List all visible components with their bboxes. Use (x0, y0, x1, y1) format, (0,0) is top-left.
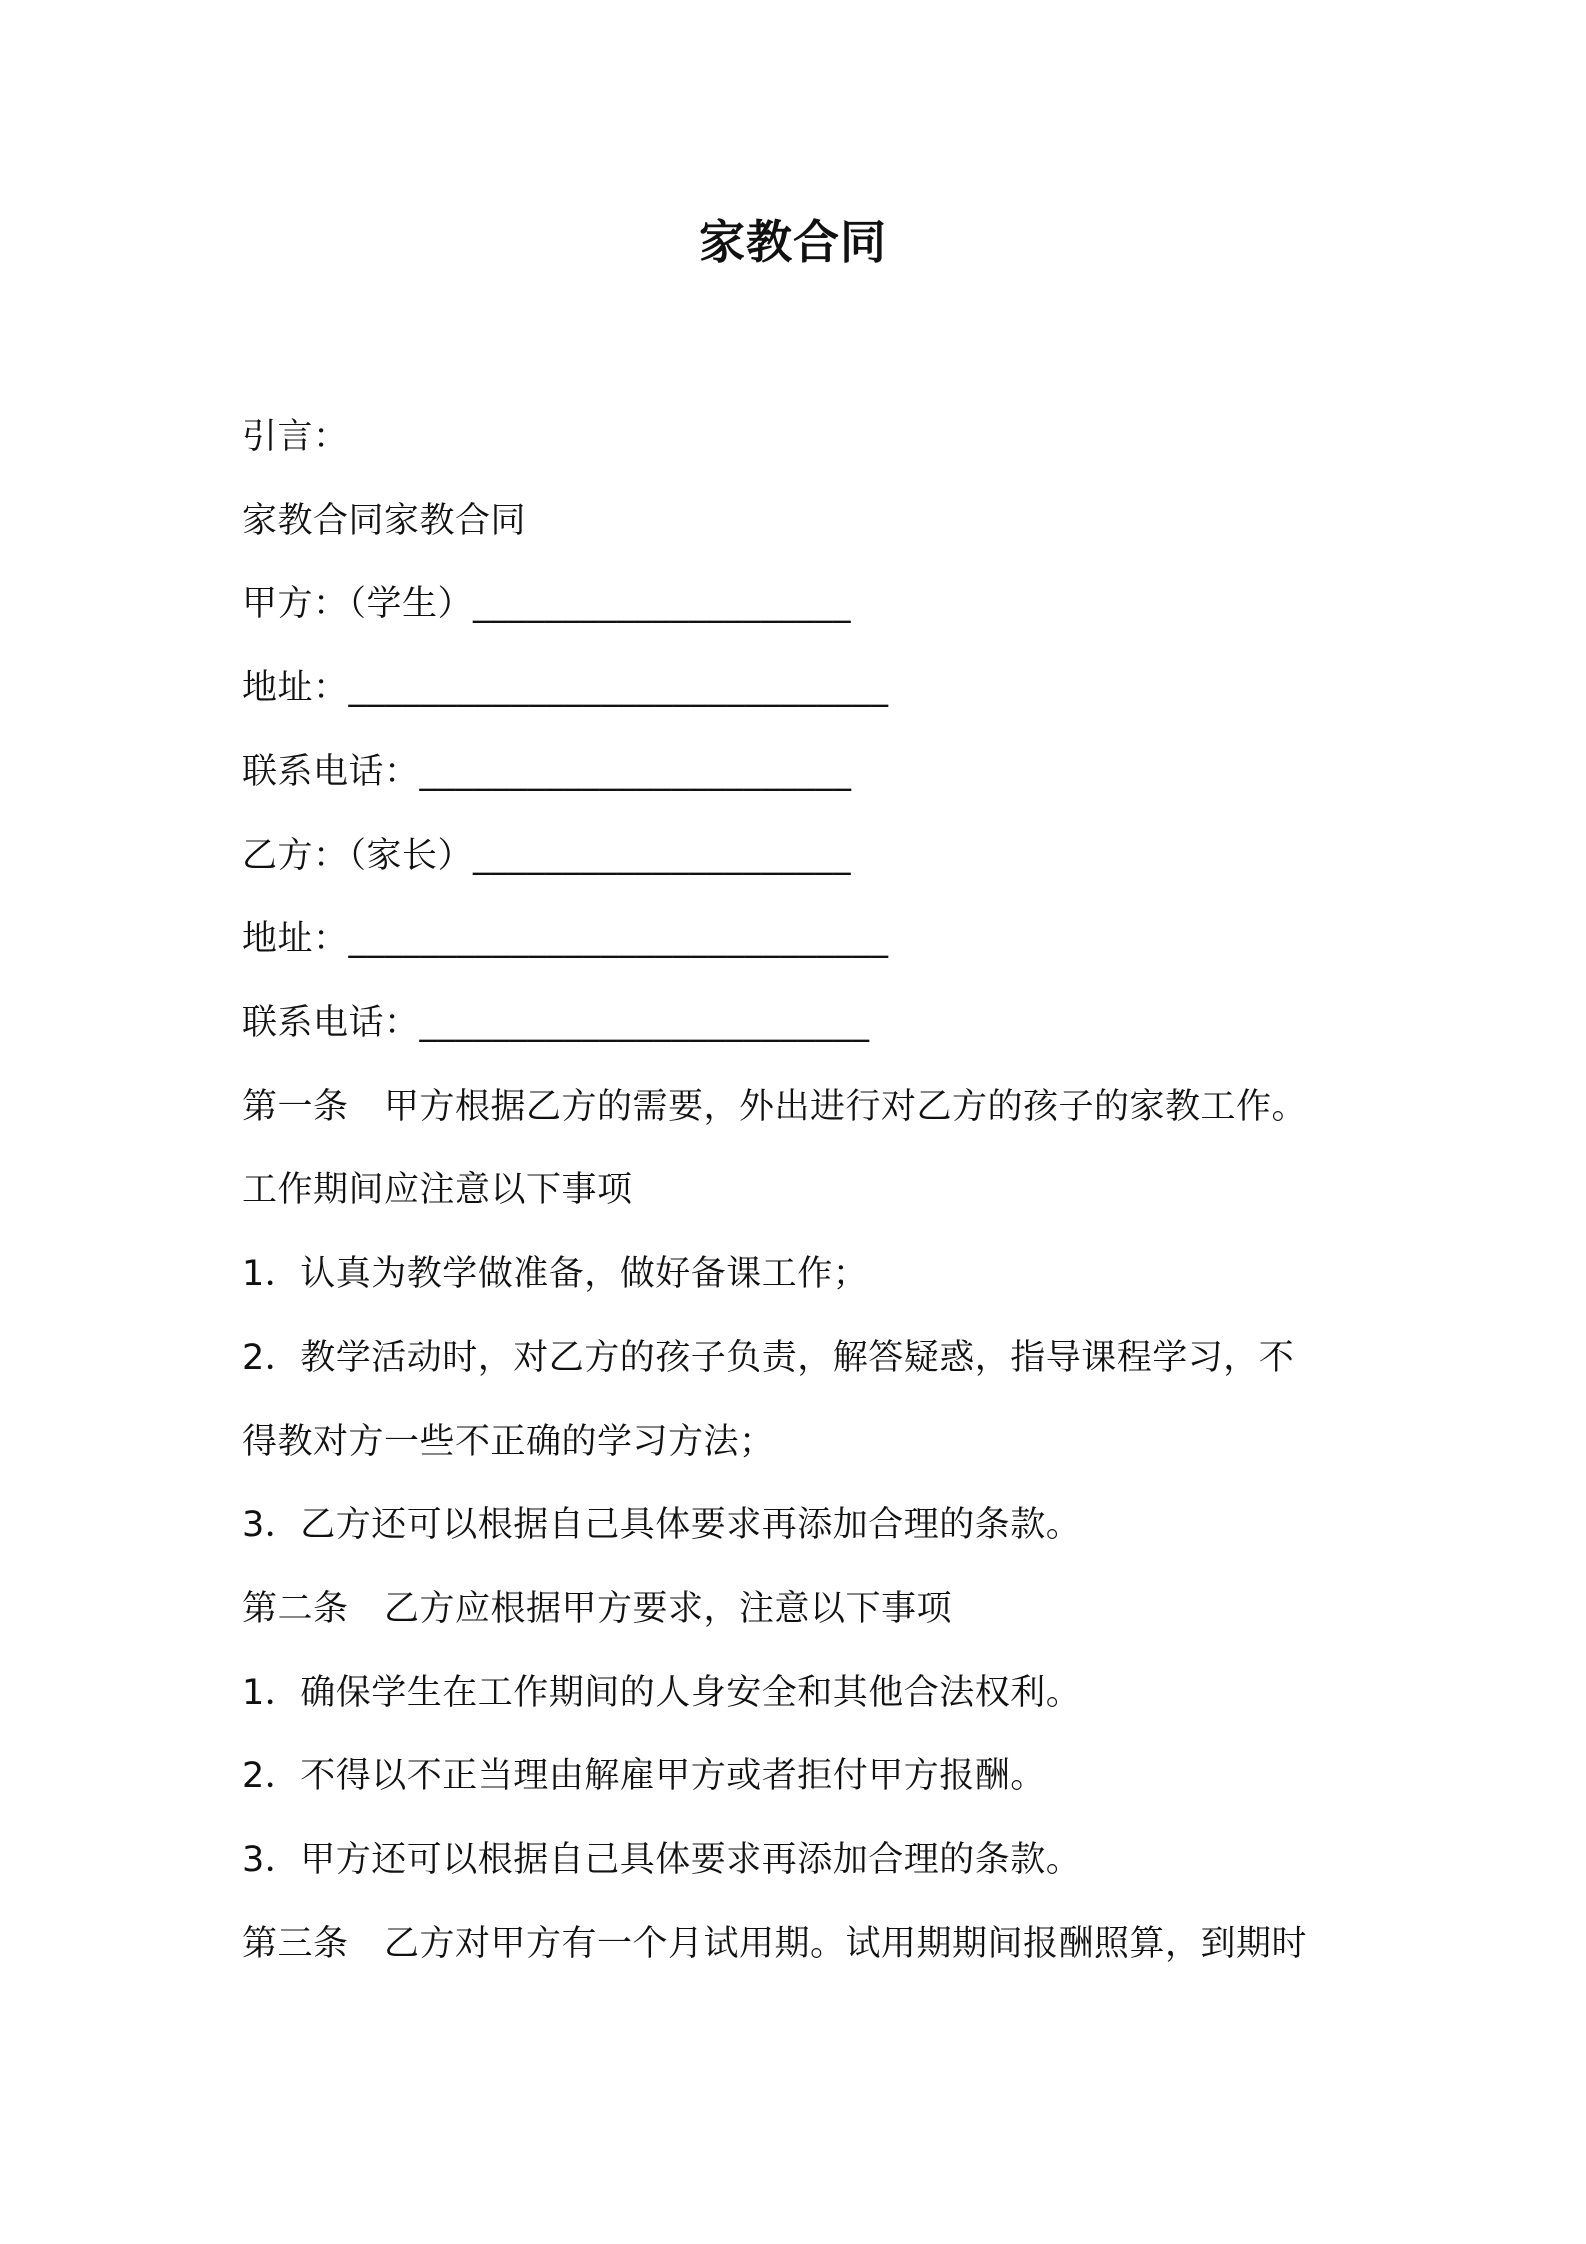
party-a-phone-field: 联系电话：________________________ (242, 752, 852, 792)
article-2-item-3: 3．甲方还可以根据自己具体要求再添加合理的条款。 (242, 1840, 1082, 1880)
article-1-heading: 第一条 甲方根据乙方的需要，外出进行对乙方的孩子的家教工作。 (242, 1087, 1308, 1127)
article-1-item-3: 3．乙方还可以根据自己具体要求再添加合理的条款。 (242, 1505, 1082, 1545)
party-a-field: 甲方：（学生）_____________________ (242, 584, 852, 624)
article-1-intro: 工作期间应注意以下事项 (242, 1170, 633, 1210)
article-2-item-1: 1．确保学生在工作期间的人身安全和其他合法权利。 (242, 1673, 1082, 1713)
article-1-item-2: 2．教学活动时，对乙方的孩子负责，解答疑惑，指导课程学习，不 (242, 1338, 1295, 1378)
party-b-phone-field: 联系电话：_________________________ (242, 1003, 870, 1043)
article-2-item-2: 2．不得以不正当理由解雇甲方或者拒付甲方报酬。 (242, 1756, 1046, 1796)
article-1-item-1: 1．认真为教学做准备，做好备课工作； (242, 1254, 869, 1294)
party-b-address-field: 地址：______________________________ (242, 919, 889, 959)
article-2-heading: 第二条 乙方应根据甲方要求，注意以下事项 (242, 1589, 953, 1629)
party-a-address-field: 地址：______________________________ (242, 668, 889, 708)
document-title: 家教合同 (699, 215, 887, 269)
contract-subtitle: 家教合同家教合同 (242, 501, 527, 541)
article-1-item-2-continued: 得教对方一些不正确的学习方法； (242, 1422, 775, 1462)
intro-heading: 引言： (242, 417, 349, 457)
party-b-field: 乙方：（家长）_____________________ (242, 836, 852, 876)
article-3-heading: 第三条 乙方对甲方有一个月试用期。试用期期间报酬照算，到期时 (242, 1924, 1308, 1964)
